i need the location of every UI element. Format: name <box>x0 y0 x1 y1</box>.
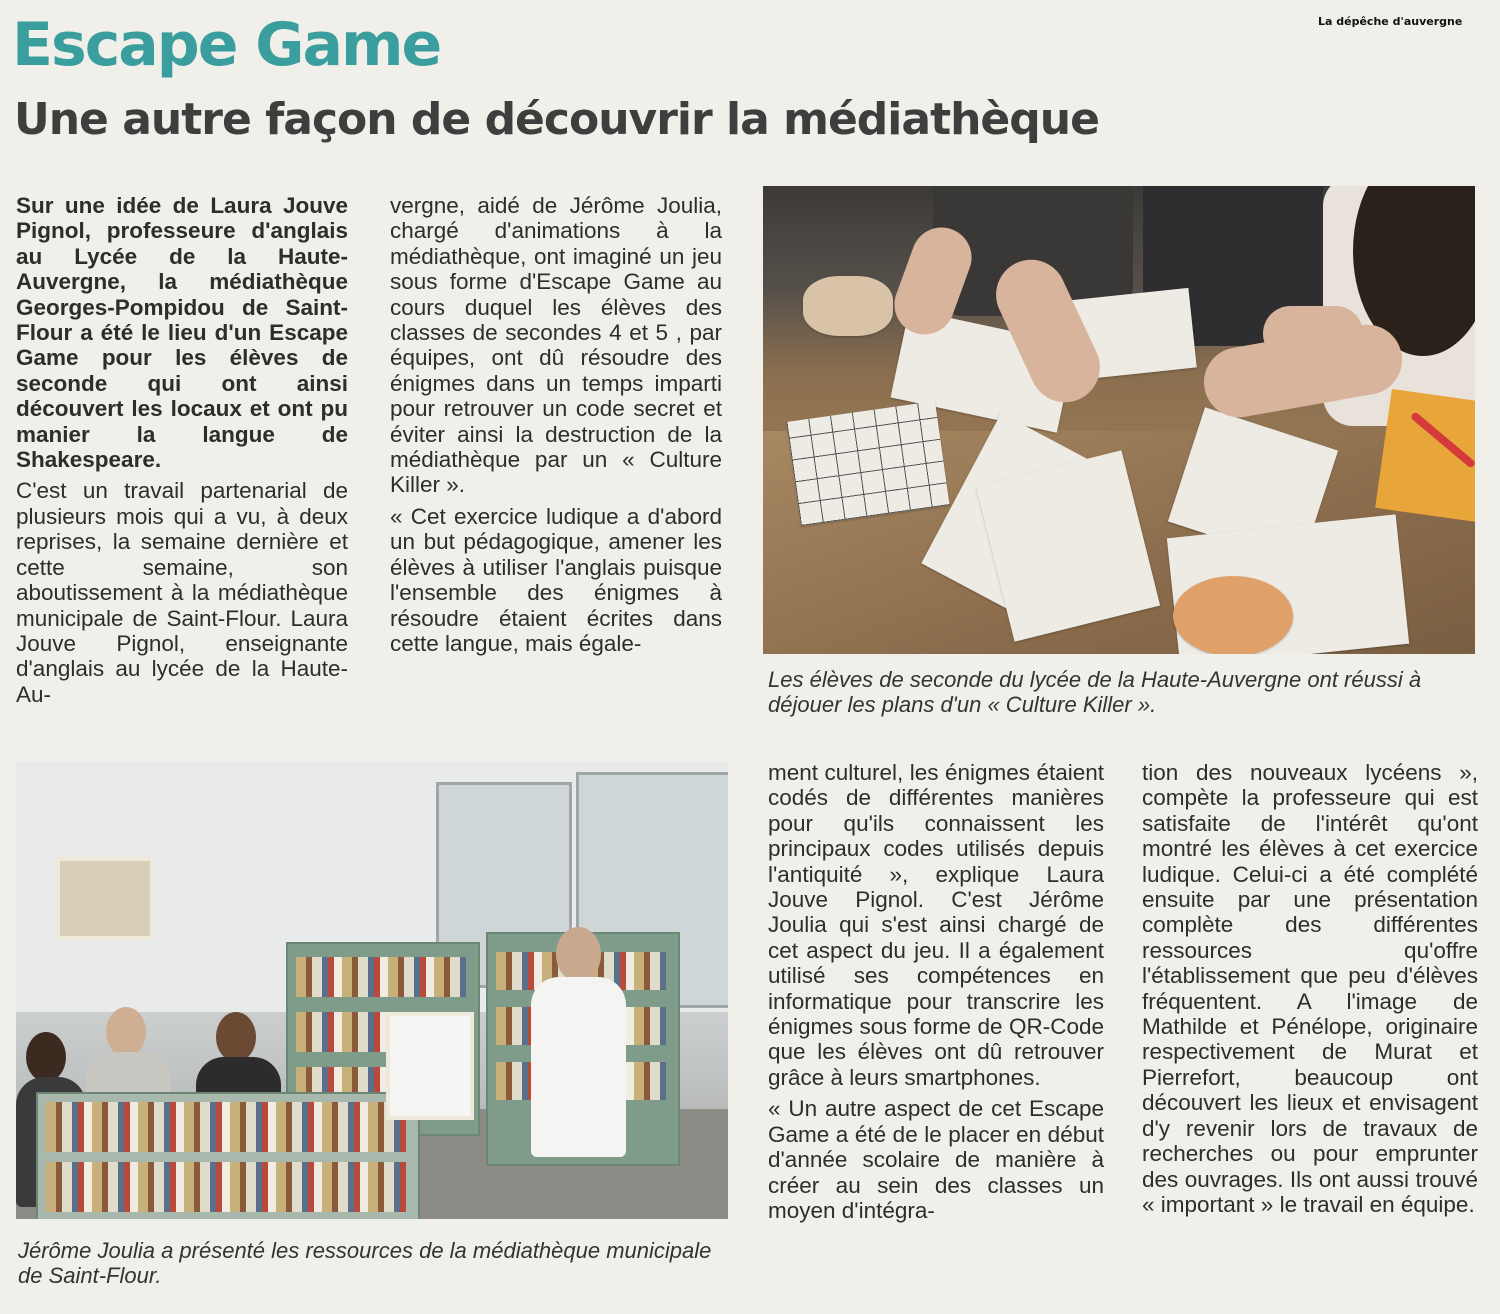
article-column-3 <box>768 760 1104 1229</box>
article-column-1 <box>16 193 348 713</box>
paragraph: « Cet exercice ludique a d'abord un but pédagogique, amener les élèves à utiliser l'anglais puisque l'ensemble des énigmes à résoudre étaient écrites dans cette langue, mais égale- <box>390 503 722 656</box>
paragraph: vergne, aidé de Jérôme Joulia, chargé d'animations à la médiathèque, ont imaginé un jeu sous forme d'Escape Game au cours duquel les élèves des classes de secondes 4 et 5 , par équipes, ont dû résoudre des énigmes dans un temps imparti pour retrouver un code secret et éviter ainsi la destruction de la médiathèque par un « Culture Killer ». <box>390 193 722 498</box>
photo-students-table <box>763 186 1475 654</box>
source-label: La dépêche d'auvergne <box>1318 15 1463 28</box>
article-column-2 <box>390 193 722 662</box>
photo-library-presentation <box>16 762 728 1219</box>
headline: Une autre façon de découvrir la médiathèque <box>14 94 1099 145</box>
photo-caption: Les élèves de seconde du lycée de la Haute-Auvergne ont réussi à déjouer les plans d'un « Culture Killer ». <box>768 667 1422 717</box>
paragraph: tion des nouveaux lycéens », compète la professeure qui est satisfaite de l'intérêt qu'ont montré les élèves à cet exercice ludique. Celui-ci a été complété ensuite par une présentation complète des différentes ressources qu'offre l'établissement que peu d'élèves fréquentent. A l'image de Mathilde et Pénélope, originaire respectivement de Murat et Pierrefort, beaucoup ont découvert les lieux et envisagent d'y revenir lors de travaux de recherches ou pour emprunter des ouvrages. Ils ont aussi trouvé « important » le travail en équipe. <box>1142 760 1478 1217</box>
paragraph: « Un autre aspect de cet Escape Game a été de le placer en début d'année scolaire de manière à créer au sein des classes un moyen d'intégra- <box>768 1096 1104 1223</box>
article-column-4 <box>1142 760 1478 1223</box>
lead-paragraph: Sur une idée de Laura Jouve Pignol, professeure d'anglais au Lycée de la Haute-Auvergne, la médiathèque Georges-Pompidou de Saint-Flour a été le lieu d'un Escape Game pour les élèves de seconde qui ont ainsi découvert les locaux et ont pu manier la langue de Shakespeare. <box>16 193 348 473</box>
kicker-title: Escape Game <box>12 10 441 80</box>
paragraph: ment culturel, les énigmes étaient codés de différentes manières pour qu'ils connaissent les principaux codes utilisés depuis l'antiquité », explique Laura Jouve Pignol. C'est Jérôme Joulia qui s'est ainsi chargé de cet aspect du jeu. Il a également utilisé ses compétences en informatique pour transcrire les énigmes sous forme de QR-Code que les élèves ont dû retrouver grâce à leurs smartphones. <box>768 760 1104 1090</box>
paragraph: C'est un travail partenarial de plusieurs mois qui a vu, à deux reprises, la semaine dernière et cette semaine, son aboutissement à la médiathèque municipale de Saint-Flour. Laura Jouve Pignol, enseignante d'anglais au lycée de la Haute-Au- <box>16 478 348 707</box>
photo-caption: Jérôme Joulia a présenté les ressources de la médiathèque municipale de Saint-Flour. <box>18 1238 712 1288</box>
